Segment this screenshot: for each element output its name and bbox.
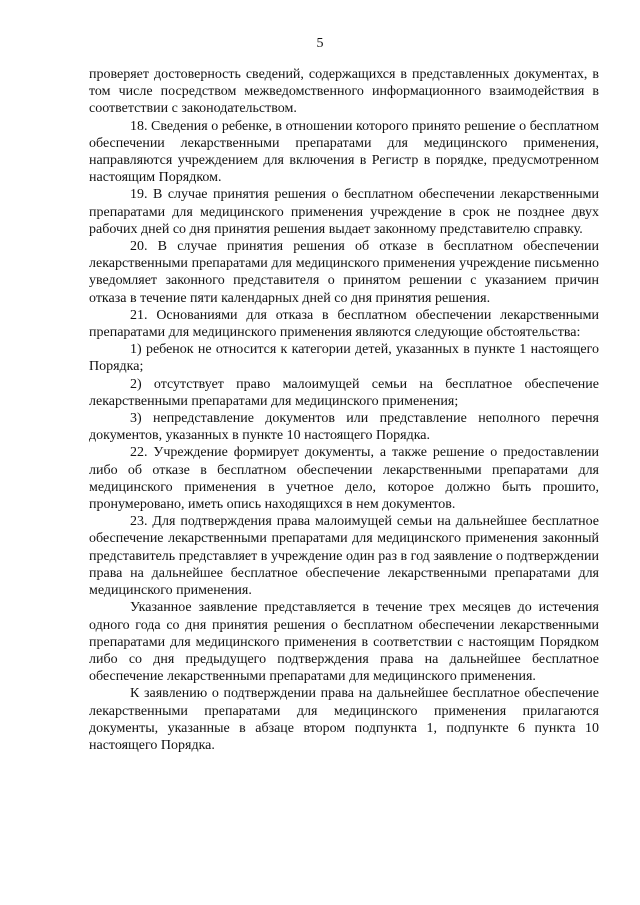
paragraph-18: 18. Сведения о ребенке, в отношении которого принято решение о бесплатном обеспечении лекарственными препаратами для медицинского применения, направляются учреждением для включения в Регистр в порядке, предусмотренном настоящим Порядком. [89,118,599,186]
paragraph-21-item-3: 3) непредставление документов или представление неполного перечня документов, указанных в пункте 10 настоящего Порядка. [89,411,599,444]
document-body [89,66,599,754]
paragraph-20: 20. В случае принятия решения об отказе в бесплатном обеспечении лекарственными препаратами для медицинского применения учреждение письменно уведомляет законного представителя о принятом решении с указанием причин отказа в течение пяти календарных дней со дня принятия решения. [89,239,599,306]
paragraph-22: 22. Учреждение формирует документы, а также решение о предоставлении либо об отказе в бесплатном обеспечении лекарственными препаратами для медицинского применения в учетное дело, которое должно быть прошито, пронумеровано, иметь опись находящихся в нем документов. [89,445,599,513]
paragraph-21: 21. Основаниями для отказа в бесплатном обеспечении лекарственными препаратами для медицинского применения являются следующие обстоятельства: [89,307,599,341]
paragraph-23: 23. Для подтверждения права малоимущей семьи на дальнейшее бесплатное обеспечение лекарственными препаратами для медицинского применения законный представитель представляет в учреждение один раз в год заявление о подтверждении права на дальнейшее бесплатное обеспечение лекарственными препаратами для медицинского применения. [89,514,599,599]
paragraph-21-item-2: 2) отсутствует право малоимущей семьи на бесплатное обеспечение лекарственными препаратами для медицинского применения; [89,376,599,409]
paragraph-23-part-3: К заявлению о подтверждении права на дальнейшее бесплатное обеспечение лекарственными препаратами для медицинского применения прилагаются документы, указанные в абзаце втором подпункта 1, подпункте 6 пункта 10 настоящего Порядка. [89,686,599,753]
page-number: 5 [316,36,324,51]
paragraph-23-part-2: Указанное заявление представляется в течение трех месяцев до истечения одного года со дня принятия решения о бесплатном обеспечении лекарственными препаратами для медицинского применения в соответствии с настоящим Порядком либо со дня предыдущего подтверждения права на дальнейшее бесплатное обеспечение лекарственными препаратами для медицинского применения. [89,600,599,685]
paragraph-19: 19. В случае принятия решения о бесплатном обеспечении лекарственными препаратами для медицинского применения учреждение в срок не позднее двух рабочих дней со дня принятия решения выдает законному представителю справку. [89,187,599,237]
paragraph-21-item-1: 1) ребенок не относится к категории детей, указанных в пункте 1 настоящего Порядка; [89,342,599,375]
paragraph-17-continuation: проверяет достоверность сведений, содержащихся в представленных документах, в том числе посредством межведомственного информационного взаимодействия в соответствии с законодательством. [89,67,599,117]
